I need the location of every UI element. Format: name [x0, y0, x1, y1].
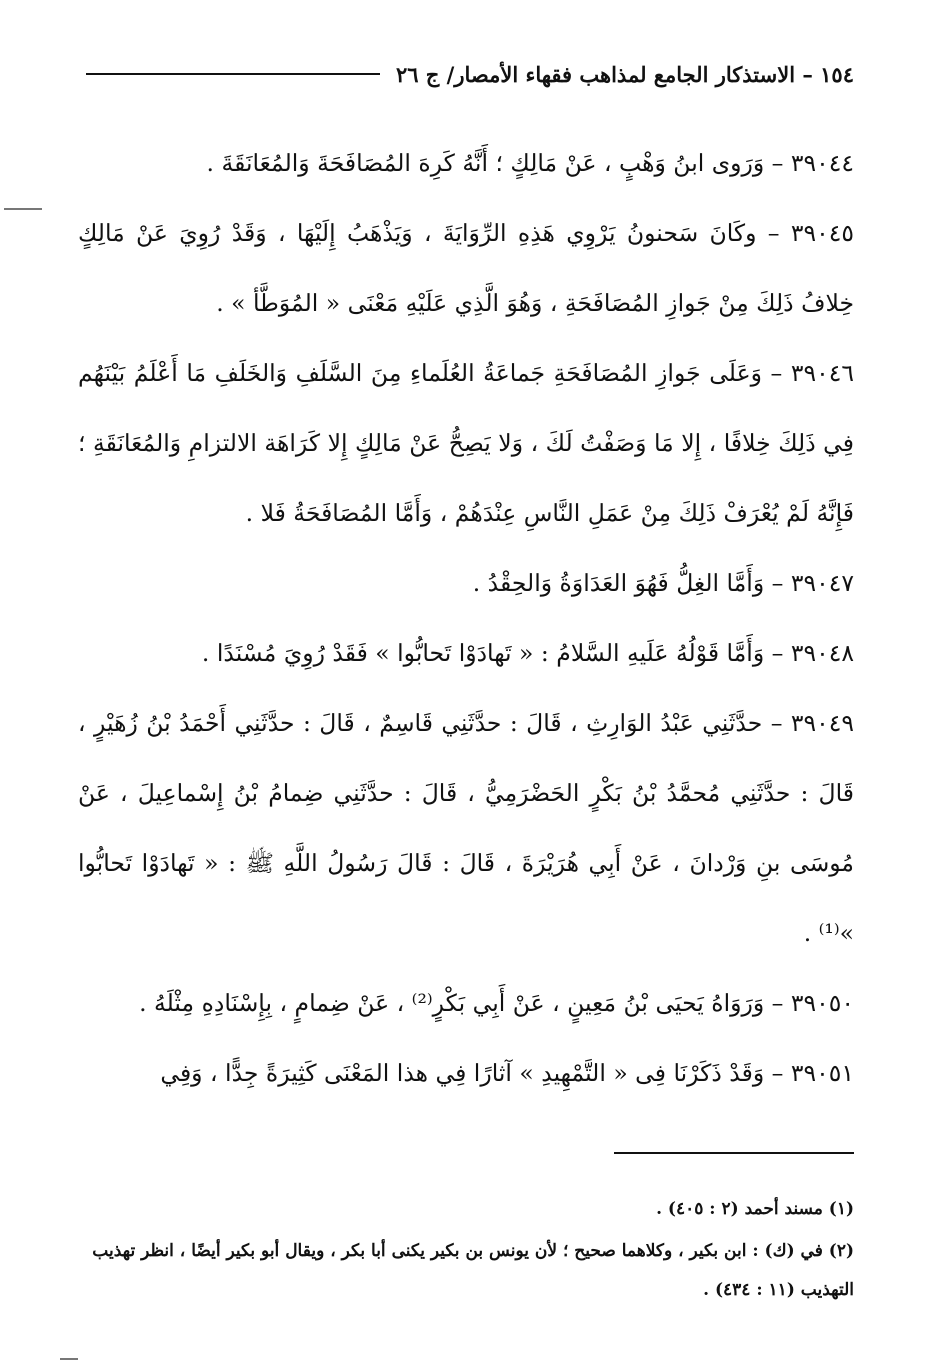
paragraph-39050: ٣٩٠٥٠ – وَرَوَاهُ يَحيَى بْنُ مَعِينٍ ، عَنْ أَبِي بَكْرٍ⁽²⁾ ، عَنْ ضِمامٍ ، بِإِسْنَادِهِ مِثْلَهُ . [139, 989, 854, 1017]
paragraph-39045: ٣٩٠٤٥ – وكَانَ سَحنونُ يَرْوِي هَذِهِ الرِّوَايَةَ ، وَيَذْهَبُ إِلَيْهَا ، وَقَدْ رُوِيَ عَنْ مَالِكٍ خِلافُ ذَلِكَ مِنْ جَوازِ المُصَافَحَةِ ، وَهُوَ الَّذِي عَلَيْهِ مَعْنَى « المُوَطَّأ » . [78, 219, 854, 317]
paragraph-39051: ٣٩٠٥١ – وَقَدْ ذَكَرْنَا فِى « التَّمْهِيدِ » آثارًا فِي هذا المَعْنَى كَثِيرَةً جِدًّا ، وَفِي [160, 1059, 854, 1087]
footnote-2: (٢) في (ك) : ابن بكير ، وكلاهما صحيح ؛ لأن يونس بن بكير يكنى أبا بكر ، ويقال أبو بكير أيضًا ، انظر تهذيب التهذيب (١١ : ٤٣٤) . [92, 1241, 854, 1300]
scan-mark [60, 1358, 78, 1360]
paragraph-39048: ٣٩٠٤٨ – وَأَمَّا قَوْلُهُ عَلَيهِ السَّلامُ : « تَهادَوْا تَحابُّوا » فَقَدْ رُوِيَ مُسْنَدًا . [201, 639, 854, 667]
footnote-separator [614, 1152, 854, 1154]
running-header [86, 54, 854, 94]
paragraph-39047: ٣٩٠٤٧ – وَأَمَّا الغِلُّ فَهُوَ العَدَاوَةُ وَالحِقْدُ . [472, 569, 854, 597]
page-header-title: ١٥٤ – الاستذكار الجامع لمذاهب فقهاء الأمصار/ ج ٢٦ [395, 61, 854, 87]
footnote-1: (١) مسند أحمد (٢ : ٤٠٥) . [656, 1199, 854, 1219]
paragraph-39049: ٣٩٠٤٩ – حدَّثَنِي عَبْدُ الوَارِثِ ، قَالَ : حدَّثَنِي قَاسِمٌ ، قَالَ : حدَّثَنِي أَحْمَدُ بْنُ زُهَيْرٍ ، قَالَ : حدَّثَنِي مُحمَّدُ بْنُ بَكْرٍ الحَضْرَمِيُّ ، قَالَ : حدَّثَنِي ضِمامُ بْنُ إِسْماعِيلَ ، عَنْ مُوسَى بنِ وَرْدانَ ، عَنْ أَبِي هُرَيْرَةَ ، قَالَ : قَالَ رَسُولُ اللَّهِ ﷺ : « تَهادَوْا تَحابُّوا »⁽¹⁾ . [78, 709, 854, 947]
paragraph-39044: ٣٩٠٤٤ – وَرَوى ابنُ وَهْبٍ ، عَنْ مَالِكٍ ؛ أَنَّهُ كَرِهَ المُصَافَحَةَ وَالمُعَانَقَةَ . [206, 149, 854, 177]
paragraph-39046: ٣٩٠٤٦ – وَعَلَى جَوازِ المُصَافَحَةِ جَماعَةُ العُلَماءِ مِنَ السَّلَفِ وَالخَلَفِ مَا أَعْلَمُ بَيْنَهُم فِي ذَلِكَ خِلافًا ، إِلا مَا وَصَفْتُ لَكَ ، وَلا يَصِحُّ عَنْ مَالِكٍ إِلا كَرَاهَة الالتزامِ وَالمُعَانَقَةِ ؛ فَإِنَّهُ لَمْ يُعْرَفْ ذَلِكَ مِنْ عَمَلِ النَّاسِ عِنْدَهُمْ ، وَأَمَّا المُصَافَحَةُ فَلا . [78, 359, 854, 527]
scan-mark [4, 208, 42, 210]
header-rule [86, 73, 380, 75]
